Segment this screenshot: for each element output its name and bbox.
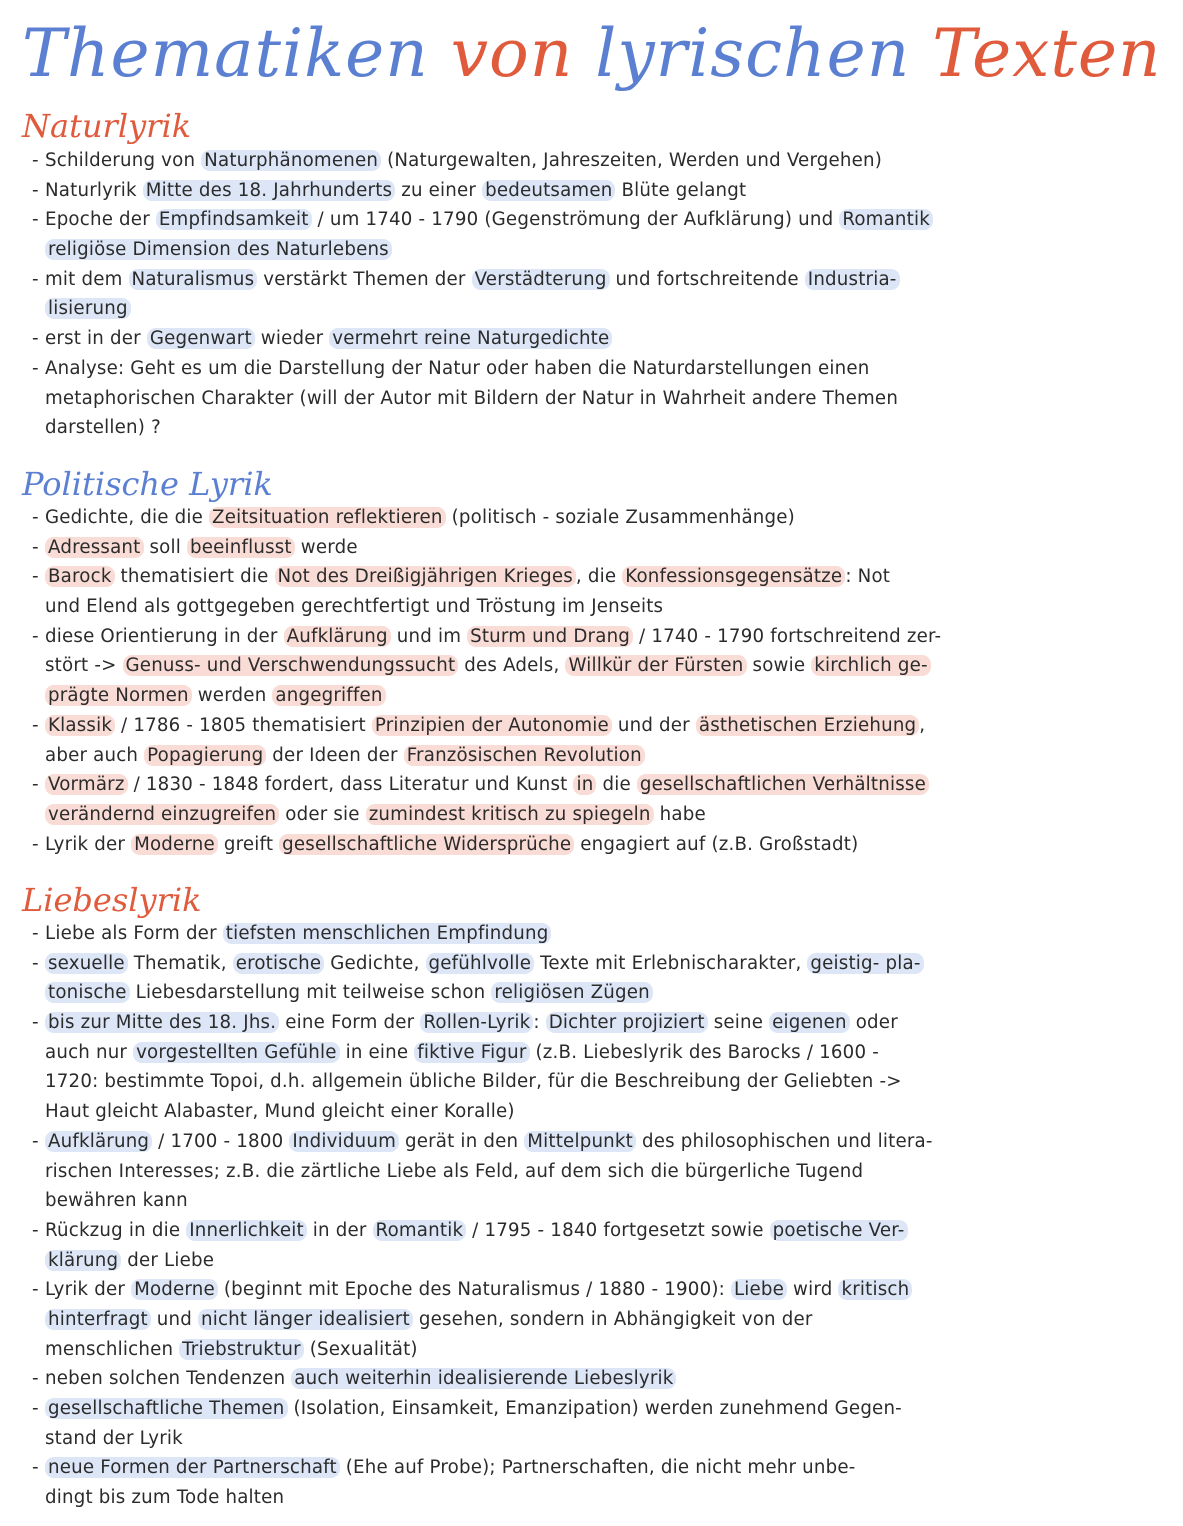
highlighted-term: bedeutsamen bbox=[482, 180, 615, 201]
highlighted-term: Liebe bbox=[731, 1279, 787, 1300]
highlighted-term: Individuum bbox=[289, 1131, 399, 1152]
text-line bbox=[32, 949, 1066, 979]
highlighted-term: vorgestellten Gefühle bbox=[133, 1042, 340, 1063]
highlighted-term: Romantik bbox=[373, 1220, 467, 1241]
bullet-dash: - bbox=[32, 714, 39, 736]
text-line bbox=[32, 533, 1066, 563]
text-line bbox=[32, 294, 1066, 324]
text-line bbox=[32, 265, 1066, 295]
text-line bbox=[32, 1008, 1066, 1038]
text-segment: rischen Interesses; z.B. die zärtliche Liebe als Feld, auf dem sich die bürgerliche Tugend bbox=[45, 1160, 864, 1182]
text-segment: Gedichte, die die bbox=[45, 507, 210, 528]
text-line bbox=[32, 176, 1066, 206]
highlighted-term: tonische bbox=[45, 982, 130, 1003]
highlighted-term: eigenen bbox=[769, 1012, 850, 1033]
text-segment: und bbox=[150, 1308, 198, 1330]
text-segment: Lyrik der bbox=[45, 833, 132, 855]
text-line bbox=[32, 711, 1066, 741]
text-line bbox=[32, 1216, 1066, 1246]
text-segment: und im bbox=[390, 625, 468, 647]
highlighted-term: Moderne bbox=[131, 1279, 218, 1300]
highlighted-term: Popagierung bbox=[144, 745, 266, 766]
highlighted-term: Genuss- und Verschwendungssucht bbox=[123, 655, 459, 676]
section-heading-politische-lyrik: Politische Lyrik bbox=[22, 465, 273, 503]
text-segment: (Isolation, Einsamkeit, Emanzipation) werden zunehmend Gegen- bbox=[287, 1398, 902, 1419]
text-segment: in der bbox=[306, 1219, 373, 1241]
highlighted-term: Prinzipien der Autonomie bbox=[372, 715, 612, 736]
highlighted-term: Aufklärung bbox=[284, 626, 391, 647]
bullet-dash: - bbox=[32, 1398, 39, 1419]
highlighted-term: gesellschaftliche Themen bbox=[45, 1398, 288, 1419]
bullet-dash: - bbox=[32, 1130, 39, 1152]
text-segment: / 1795 - 1840 fortgesetzt sowie bbox=[466, 1219, 770, 1241]
text-segment: greift bbox=[217, 833, 280, 855]
text-segment: (Naturgewalten, Jahreszeiten, Werden und Vergehen) bbox=[381, 150, 883, 171]
text-line bbox=[32, 592, 1066, 622]
text-segment: darstellen) ? bbox=[45, 417, 161, 439]
text-line bbox=[32, 919, 1066, 949]
text-segment: neben solchen Tendenzen bbox=[45, 1368, 292, 1390]
highlighted-term: verändernd einzugreifen bbox=[45, 804, 279, 825]
text-line bbox=[32, 1424, 1066, 1454]
text-line bbox=[32, 1483, 1066, 1513]
text-line bbox=[32, 354, 1066, 384]
highlighted-term: Konfessionsgegensätze bbox=[622, 566, 845, 587]
text-line bbox=[32, 205, 1066, 235]
title-word: von bbox=[450, 15, 574, 92]
text-segment: auch nur bbox=[45, 1041, 134, 1063]
highlighted-term: religiöse Dimension des Naturlebens bbox=[45, 239, 392, 260]
text-segment: Gedichte, bbox=[324, 952, 426, 974]
highlighted-term: Triebstruktur bbox=[179, 1339, 304, 1360]
highlighted-term: Mittelpunkt bbox=[524, 1131, 636, 1152]
highlighted-term: tiefsten menschlichen Empfindung bbox=[223, 923, 552, 944]
text-line bbox=[32, 1067, 1066, 1097]
text-segment: die bbox=[596, 774, 637, 796]
text-segment: seine bbox=[707, 1012, 770, 1034]
text-segment: des philosophischen und litera- bbox=[635, 1130, 933, 1152]
text-segment: der Liebe bbox=[121, 1249, 215, 1271]
text-segment: stand der Lyrik bbox=[45, 1427, 183, 1449]
highlighted-term: klärung bbox=[45, 1250, 121, 1271]
text-line bbox=[32, 800, 1066, 830]
highlighted-term: Vormärz bbox=[45, 774, 128, 795]
highlighted-term: Barock bbox=[45, 566, 115, 587]
highlighted-term: nicht länger idealisiert bbox=[198, 1309, 413, 1330]
bullet-dash: - bbox=[32, 923, 39, 944]
text-segment: (z.B. Liebeslyrik des Barocks / 1600 - bbox=[529, 1041, 879, 1063]
text-line bbox=[32, 1305, 1066, 1335]
text-line bbox=[32, 1127, 1066, 1157]
text-line bbox=[32, 1186, 1066, 1216]
highlighted-term: sexuelle bbox=[45, 953, 128, 974]
highlighted-term: zumindest kritisch zu spiegeln bbox=[366, 804, 654, 825]
bullet-dash: - bbox=[32, 179, 39, 201]
text-segment: Haut gleicht Alabaster, Mund gleicht einer Koralle) bbox=[45, 1101, 515, 1123]
highlighted-term: poetische Ver- bbox=[770, 1220, 908, 1241]
highlighted-term: Mitte des 18. Jahrhunderts bbox=[143, 180, 395, 201]
highlighted-term: beeinflusst bbox=[187, 537, 295, 558]
text-segment: habe bbox=[653, 803, 706, 825]
text-segment: Liebe als Form der bbox=[45, 923, 223, 944]
text-segment: Naturlyrik bbox=[45, 179, 143, 201]
text-line bbox=[32, 1097, 1066, 1127]
text-segment: des Adels, bbox=[458, 655, 566, 677]
highlighted-term: neue Formen der Partnerschaft bbox=[45, 1457, 340, 1478]
text-segment: Schilderung von bbox=[45, 150, 202, 171]
text-line bbox=[32, 770, 1066, 800]
highlighted-term: Romantik bbox=[839, 209, 933, 230]
bullet-dash: - bbox=[32, 566, 39, 588]
page-title bbox=[22, 8, 1183, 100]
bullet-dash: - bbox=[32, 268, 39, 290]
text-segment: und der bbox=[611, 714, 696, 736]
bullet-dash: - bbox=[32, 507, 39, 528]
bullet-dash: - bbox=[32, 150, 39, 171]
section-heading-naturlyrik: Naturlyrik bbox=[22, 107, 192, 145]
title-word: Texten bbox=[932, 15, 1162, 92]
highlighted-term: Innerlichkeit bbox=[186, 1220, 307, 1241]
section-liebeslyrik bbox=[32, 919, 1066, 1513]
text-line bbox=[32, 384, 1066, 414]
text-segment: menschlichen bbox=[45, 1338, 180, 1360]
bullet-dash: - bbox=[32, 1219, 39, 1241]
text-line bbox=[32, 622, 1066, 652]
highlighted-term: Französischen Revolution bbox=[404, 745, 645, 766]
highlighted-term: Empfindsamkeit bbox=[156, 209, 312, 230]
text-segment: verstärkt Themen der bbox=[257, 268, 472, 290]
bullet-dash: - bbox=[32, 209, 39, 231]
text-segment: werden bbox=[191, 685, 273, 707]
bullet-dash: - bbox=[32, 833, 39, 855]
text-line bbox=[32, 1364, 1066, 1394]
highlighted-term: Sturm und Drang bbox=[467, 626, 633, 647]
text-segment: Liebesdarstellung mit teilweise schon bbox=[129, 982, 492, 1004]
text-line bbox=[32, 324, 1066, 354]
highlighted-term: fiktive Figur bbox=[414, 1042, 529, 1063]
highlighted-term: Naturalismus bbox=[129, 269, 258, 290]
text-segment: Lyrik der bbox=[45, 1279, 132, 1301]
highlighted-term: ästhetischen Erziehung bbox=[696, 715, 919, 736]
text-segment: / 1830 - 1848 fordert, dass Literatur und Kunst bbox=[127, 774, 574, 796]
highlighted-term: Klassik bbox=[45, 715, 115, 736]
bullet-dash: - bbox=[32, 952, 39, 974]
highlighted-term: Dichter projiziert bbox=[546, 1012, 708, 1033]
bullet-dash: - bbox=[32, 774, 39, 796]
bullet-dash: - bbox=[32, 357, 39, 379]
highlighted-term: kritisch bbox=[838, 1279, 912, 1300]
text-segment: Analyse: Geht es um die Darstellung der Natur oder haben die Naturdarstellungen einen bbox=[45, 357, 870, 379]
text-segment: gesehen, sondern in Abhängigkeit von der bbox=[412, 1308, 813, 1330]
text-segment: Thematik, bbox=[127, 952, 233, 974]
highlighted-term: vermehrt reine Naturgedichte bbox=[329, 328, 612, 349]
highlighted-term: hinterfragt bbox=[45, 1309, 151, 1330]
bullet-dash: - bbox=[32, 625, 39, 647]
text-segment: sowie bbox=[746, 655, 812, 677]
text-segment: engagiert auf (z.B. Großstadt) bbox=[574, 833, 859, 855]
highlighted-term: geistig- pla- bbox=[807, 953, 923, 974]
text-segment: soll bbox=[143, 536, 187, 558]
text-segment: Epoche der bbox=[45, 209, 156, 231]
text-segment: dingt bis zum Tode halten bbox=[45, 1487, 285, 1509]
text-segment: Blüte gelangt bbox=[615, 179, 747, 201]
text-line bbox=[32, 830, 1066, 860]
title-word: lyrischen bbox=[595, 15, 911, 92]
text-segment: : Not bbox=[845, 566, 891, 588]
text-segment: Texte mit Erlebnischarakter, bbox=[534, 952, 808, 974]
text-line bbox=[32, 681, 1066, 711]
text-segment: wird bbox=[787, 1279, 839, 1301]
text-segment: wieder bbox=[254, 328, 330, 350]
highlighted-term: gefühlvolle bbox=[426, 953, 535, 974]
text-line bbox=[32, 651, 1066, 681]
text-line bbox=[32, 1394, 1066, 1424]
highlighted-term: angegriffen bbox=[272, 685, 385, 706]
text-segment: und Elend als gottgegeben gerechtfertigt und Tröstung im Jenseits bbox=[45, 596, 664, 618]
highlighted-term: Aufklärung bbox=[45, 1131, 152, 1152]
highlighted-term: Industria- bbox=[805, 269, 900, 290]
highlighted-term: Verstädterung bbox=[472, 269, 610, 290]
text-segment: oder bbox=[849, 1012, 898, 1034]
text-segment: stört -> bbox=[45, 655, 123, 677]
highlighted-term: religiösen Zügen bbox=[491, 982, 653, 1003]
bullet-dash: - bbox=[32, 1012, 39, 1034]
text-segment: (Ehe auf Probe); Partnerschaften, die nicht mehr unbe- bbox=[339, 1457, 856, 1479]
text-line bbox=[32, 413, 1066, 443]
text-segment: eine Form der bbox=[279, 1012, 421, 1034]
section-heading-liebeslyrik: Liebeslyrik bbox=[22, 881, 202, 919]
highlighted-term: Zeitsituation reflektieren bbox=[209, 507, 446, 528]
text-segment: in eine bbox=[339, 1041, 415, 1063]
highlighted-term: Willkür der Fürsten bbox=[565, 655, 746, 676]
bullet-dash: - bbox=[32, 1279, 39, 1301]
text-line bbox=[32, 146, 1066, 176]
text-line bbox=[32, 1453, 1066, 1483]
section-politische-lyrik bbox=[32, 503, 1066, 859]
text-segment: / um 1740 - 1790 (Gegenströmung der Aufklärung) und bbox=[311, 209, 840, 231]
highlighted-term: Rollen-Lyrik bbox=[420, 1012, 533, 1033]
bullet-dash: - bbox=[32, 1368, 39, 1390]
text-line bbox=[32, 741, 1066, 771]
text-segment: Rückzug in die bbox=[45, 1219, 187, 1241]
text-line bbox=[32, 1335, 1066, 1365]
highlighted-term: gesellschaftliche Widersprüche bbox=[279, 834, 574, 855]
text-segment: zu einer bbox=[395, 179, 483, 201]
text-segment: mit dem bbox=[45, 268, 129, 290]
text-segment: / 1740 - 1790 fortschreitend zer- bbox=[633, 625, 942, 647]
text-segment: 1720: bestimmte Topoi, d.h. allgemein übliche Bilder, für die Beschreibung der Geliebten -> bbox=[45, 1071, 902, 1093]
text-line bbox=[32, 1038, 1066, 1068]
text-segment: : bbox=[533, 1012, 546, 1034]
highlighted-term: Gegenwart bbox=[147, 328, 255, 349]
text-line bbox=[32, 503, 1066, 533]
highlighted-term: gesellschaftlichen Verhältnisse bbox=[637, 774, 929, 795]
text-line bbox=[32, 978, 1066, 1008]
highlighted-term: Moderne bbox=[131, 834, 218, 855]
highlighted-term: kirchlich ge- bbox=[811, 655, 931, 676]
text-segment: / 1700 - 1800 bbox=[152, 1130, 290, 1152]
text-line bbox=[32, 562, 1066, 592]
bullet-dash: - bbox=[32, 1457, 39, 1479]
highlighted-term: lisierung bbox=[45, 298, 131, 319]
text-segment: bewähren kann bbox=[45, 1190, 188, 1212]
highlighted-term: bis zur Mitte des 18. Jhs. bbox=[45, 1012, 279, 1033]
text-segment: metaphorischen Charakter (will der Autor mit Bildern der Natur in Wahrheit andere Themen bbox=[45, 387, 899, 409]
title-word: Thematiken bbox=[22, 15, 429, 92]
text-segment: , bbox=[919, 714, 926, 736]
text-segment: erst in der bbox=[45, 328, 147, 350]
text-segment: und fortschreitende bbox=[609, 268, 805, 290]
text-segment: , die bbox=[575, 566, 623, 588]
text-segment: aber auch bbox=[45, 744, 145, 766]
section-naturlyrik bbox=[32, 146, 1066, 443]
text-line bbox=[32, 235, 1066, 265]
text-segment: werde bbox=[294, 536, 358, 558]
text-segment: oder sie bbox=[279, 803, 366, 825]
bullet-dash: - bbox=[32, 328, 39, 350]
text-segment: gerät in den bbox=[398, 1130, 525, 1152]
highlighted-term: prägte Normen bbox=[45, 685, 192, 706]
text-segment: / 1786 - 1805 thematisiert bbox=[115, 714, 372, 736]
text-line bbox=[32, 1275, 1066, 1305]
highlighted-term: auch weiterhin idealisierende Liebeslyrik bbox=[291, 1368, 676, 1389]
text-segment: (beginnt mit Epoche des Naturalismus / 1880 - 1900): bbox=[217, 1279, 731, 1301]
text-line bbox=[32, 1157, 1066, 1187]
highlighted-term: in bbox=[573, 774, 596, 795]
text-segment: diese Orientierung in der bbox=[45, 625, 284, 647]
text-segment: thematisiert die bbox=[114, 566, 275, 588]
highlighted-term: Adressant bbox=[45, 537, 144, 558]
text-segment: der Ideen der bbox=[266, 744, 404, 766]
highlighted-term: Naturphänomenen bbox=[201, 150, 381, 171]
highlighted-term: Not des Dreißigjährigen Krieges bbox=[275, 566, 576, 587]
text-segment: (politisch - soziale Zusammenhänge) bbox=[445, 507, 795, 528]
text-line bbox=[32, 1246, 1066, 1276]
text-segment: (Sexualität) bbox=[303, 1338, 418, 1360]
bullet-dash: - bbox=[32, 536, 39, 558]
highlighted-term: erotische bbox=[233, 953, 325, 974]
